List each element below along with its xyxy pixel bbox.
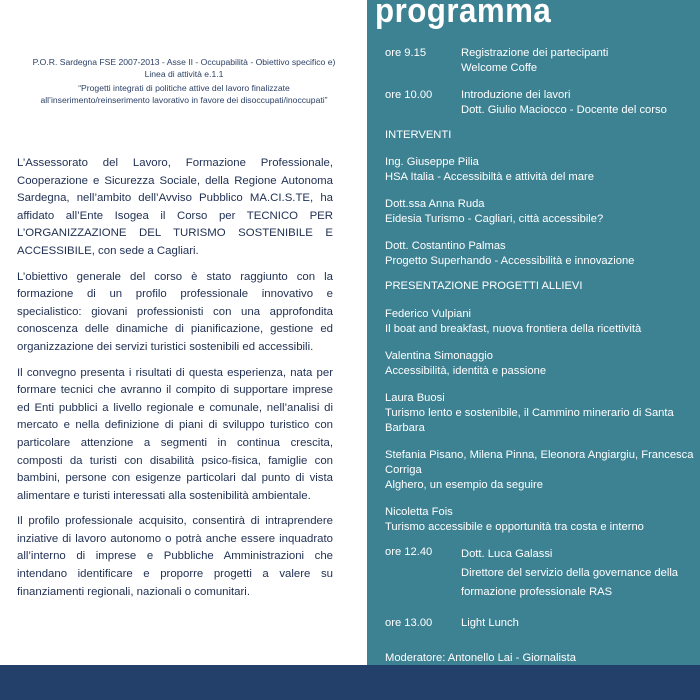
schedule-text: Introduzione dei lavori: [461, 89, 571, 101]
schedule-item-registration: [385, 46, 695, 76]
section-heading-interventi: INTERVENTI: [385, 129, 452, 141]
body-p1-c: , con sede a Cagliari.: [91, 244, 199, 257]
schedule-text: Welcome Coffe: [461, 62, 538, 74]
project-title: Alghero, un esempio da seguire: [385, 479, 543, 491]
speaker-item: [385, 155, 695, 185]
speaker-name: Dott.ssa Anna Ruda: [385, 198, 485, 210]
moderator: Moderatore: Antonello Lai - Giornalista: [385, 652, 576, 664]
project-item: [385, 505, 695, 535]
footer-band: [0, 665, 700, 700]
body-paragraph-4: Il profilo professionale acquisito, consentirà di intraprendere inziative di lavoro autonomo o potrà anche essere inquadrato all’interno di imprese e Pubbliche Amministrazioni che intendano identificare e proporre progetti a valere su finanziamenti regionali, nazionali o comunitari.: [17, 515, 333, 598]
speaker-item: [385, 197, 695, 227]
schedule-time: ore 10.00: [385, 89, 433, 101]
project-item: [385, 448, 695, 493]
course-name: TECNICO PER L’ORGANIZZAZIONE DEL TURISMO SOSTENIBILE E ACCESSIBILE: [17, 209, 333, 257]
schedule-time: ore 9.15: [385, 47, 427, 59]
header-quote-1: “Progetti integrati di politiche attive del lavoro finalizzate: [78, 83, 290, 93]
schedule-text: Dott. Luca Galassi: [461, 548, 553, 560]
speaker-item: [385, 239, 695, 269]
body-p1-a: L’Assessorato del Lavoro, Formazione Professionale, Cooperazione e Sicurezza Sociale, della Regione Autonoma Sardegna, nell’ambito dell’Avviso Pubblico MA.CI.S.TE, ha affidato all’Ente Isogea il Corso per: [17, 157, 333, 222]
schedule-text: Light Lunch: [461, 617, 519, 629]
body-paragraph-3: Il convegno presenta i risultati di questa esperienza, nata per formare tecnici che avranno il compito di supportare imprese ed Enti pubblici a livello regionale e comunale, nell’analisi di mercato e nella definizione di piani di sviluppo turistico con particolare attenzione a segmenti in continua crescita, composti da turisti con disabilità psico-fisica, famiglie con bambini, persone con esigenze particolari dal punto di vista alimentare e turisti interessati alla sostenibilità ambientale.: [17, 366, 333, 502]
student-name: Nicoletta Fois: [385, 506, 453, 518]
body-paragraph-1: [17, 155, 333, 261]
program-schedule: [385, 46, 695, 666]
schedule-text: Registrazione dei partecipanti: [461, 47, 609, 59]
speaker-talk: Eidesia Turismo - Cagliari, città accessibile?: [385, 213, 604, 225]
schedule-text: Dott. Giulio Maciocco - Docente del corso: [461, 104, 667, 116]
speaker-talk: HSA Italia - Accessibiltà e attività del mare: [385, 171, 594, 183]
schedule-time: ore 13.00: [385, 617, 433, 629]
project-item: [385, 391, 695, 436]
project-item: [385, 307, 695, 337]
schedule-item-director: [385, 545, 695, 602]
funding-header: [12, 56, 356, 106]
speaker-name: Dott. Costantino Palmas: [385, 240, 506, 252]
student-name: Stefania Pisano, Milena Pinna, Eleonora Angiargiu, Francesca Corriga: [385, 449, 694, 476]
student-name: Laura Buosi: [385, 392, 445, 404]
student-name: Valentina Simonaggio: [385, 350, 494, 362]
schedule-time: ore 12.40: [385, 546, 433, 558]
body-text: [17, 155, 333, 609]
project-title: Accessibilità, identità e passione: [385, 365, 547, 377]
programma-title: programma: [375, 0, 552, 30]
schedule-item-lunch: [385, 616, 695, 631]
student-name: Federico Vulpiani: [385, 308, 472, 320]
header-line-2: Linea di attività e.1.1: [144, 69, 224, 79]
project-title: Il boat and breakfast, nuova frontiera della ricettività: [385, 323, 642, 335]
project-title: Turismo lento e sostenibile, il Cammino minerario di Santa Barbara: [385, 407, 674, 434]
speaker-name: Ing. Giuseppe Pilia: [385, 156, 479, 168]
header-line-1: P.O.R. Sardegna FSE 2007-2013 - Asse II - Occupabilità - Obiettivo specifico e): [32, 57, 336, 67]
body-paragraph-2: L’obiettivo generale del corso è stato raggiunto con la formazione di un profilo professionale innovativo e specialistico: giovani professionisti con una approfondita conoscenza delle dinamiche di pianificazione, gestione ed organizzazione dei servizi turistici sostenibili ed accessibili.: [17, 270, 333, 353]
schedule-item-intro: [385, 88, 695, 118]
section-heading-progetti: PRESENTAZIONE PROGETTI ALLIEVI: [385, 280, 583, 292]
header-quote-2: all’inserimento/reinserimento lavorativo in favore dei disoccupati/inoccupati”: [40, 95, 328, 105]
project-title: Turismo accessibile e opportunità tra costa e interno: [385, 521, 644, 533]
speaker-talk: Progetto Superhando - Accessibilità e innovazione: [385, 255, 635, 267]
schedule-text: Direttore del servizio della governance della formazione professionale RAS: [461, 567, 679, 598]
project-item: [385, 349, 695, 379]
